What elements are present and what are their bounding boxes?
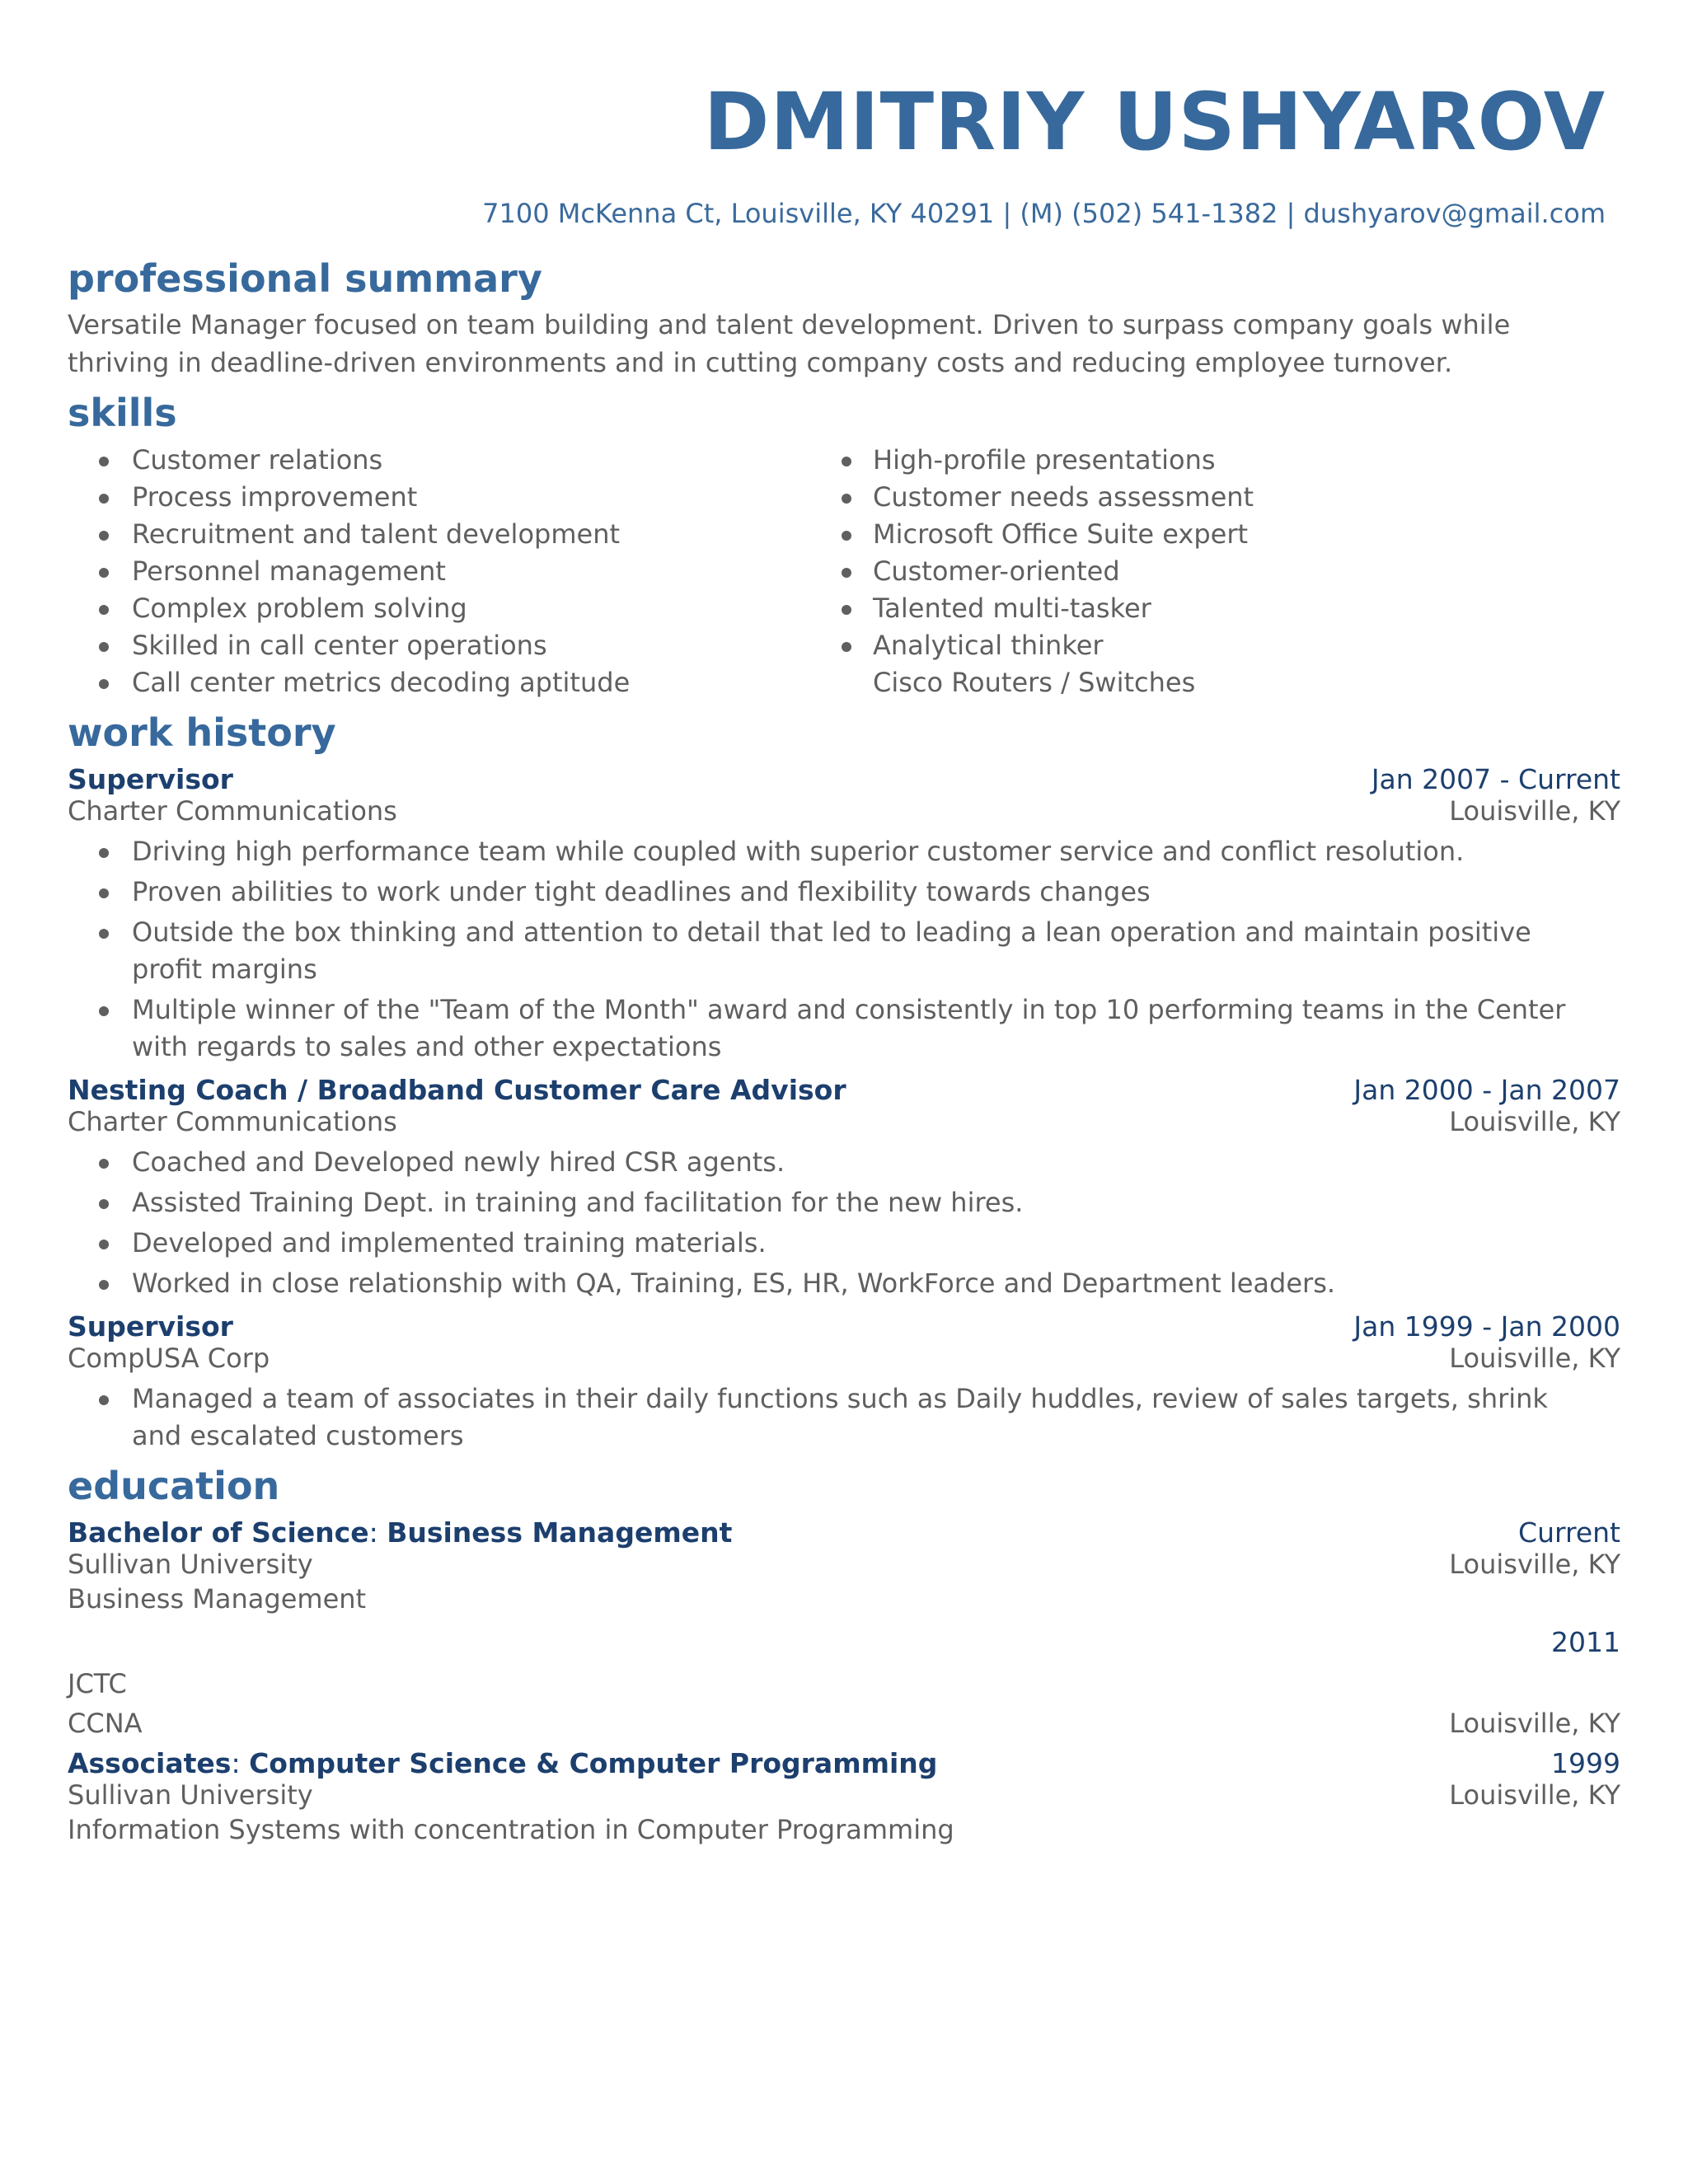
skill-item: Customer-oriented [838,553,1609,590]
bullet-icon [99,1199,109,1209]
skill-item: Analytical thinker [838,627,1609,664]
job-company: Charter Communications [68,1105,397,1137]
job-entry [68,763,1620,1066]
job-entry [68,1310,1620,1455]
skill-item: Complex problem solving [68,590,838,627]
job-location: Louisville, KY [1449,1105,1620,1137]
bullet-icon [842,494,851,504]
school-name: Sullivan University [68,1779,313,1811]
skill-item: Talented multi-tasker [838,590,1609,627]
school-name: JCTC [68,1667,127,1699]
bullet-icon [99,494,109,504]
skills-column-right [838,442,1609,701]
bullet-icon [842,531,851,541]
bullet-icon [99,1280,109,1290]
job-dates: Jan 1999 - Jan 2000 [1353,1310,1620,1343]
bullet-icon [99,531,109,541]
job-company: Charter Communications [68,794,397,827]
degree: Associates: Computer Science & Computer Programming [68,1746,938,1779]
candidate-name: DMITRIY USHYAROV [703,76,1606,168]
school-location: Louisville, KY [1449,1707,1620,1739]
job-bullet: Coached and Developed newly hired CSR agents. [68,1144,1620,1181]
skill-item: Skilled in call center operations [68,627,838,664]
job-bullet: Driving high performance team while coupled with superior customer service and conflict resolution. [68,833,1620,870]
bullet-icon [99,568,109,578]
bullet-icon [99,605,109,615]
degree: Bachelor of Science: Business Management [68,1516,733,1549]
job-title: Nesting Coach / Broadband Customer Care Advisor [68,1073,846,1106]
education-detail: Business Management [68,1582,367,1615]
education-date: 2011 [1551,1625,1620,1658]
skill-item: Customer relations [68,442,838,479]
education-entry [68,1626,1620,1739]
school-location: Louisville, KY [1449,1779,1620,1811]
bullet-icon [842,457,851,466]
bullet-icon [99,1159,109,1169]
education-entry [68,1516,1620,1618]
education-entry [68,1747,1620,1849]
skill-item: Microsoft Office Suite expert [838,516,1609,553]
education-date: 1999 [1551,1746,1620,1779]
job-bullet: Managed a team of associates in their daily functions such as Daily huddles, review of sales targets, shrink and escalated customers [68,1380,1620,1455]
skill-item: Recruitment and talent development [68,516,838,553]
job-company: CompUSA Corp [68,1342,270,1374]
section-title-education: education [68,1463,280,1508]
job-title: Supervisor [68,1310,233,1343]
resume-page [68,76,1620,1849]
skills-grid [68,442,1620,701]
bullet-icon [842,642,851,652]
job-entry [68,1074,1620,1302]
job-bullet: Outside the box thinking and attention to detail that led to leading a lean operation and maintain positive profit margins [68,914,1620,988]
skill-item: Process improvement [68,479,838,516]
bullet-icon [99,679,109,689]
bullet-icon [842,568,851,578]
job-title: Supervisor [68,762,233,795]
education-detail: Information Systems with concentration in Computer Programming [68,1813,954,1845]
job-bullet: Assisted Training Dept. in training and facilitation for the new hires. [68,1184,1620,1221]
bullet-icon [99,1006,109,1016]
bullet-icon [99,457,109,466]
job-bullet: Developed and implemented training materials. [68,1225,1620,1262]
skills-column-left [68,442,838,701]
bullet-icon [99,1395,109,1405]
skill-item: Call center metrics decoding aptitude [68,664,838,701]
summary-text: Versatile Manager focused on team building and talent development. Driven to surpass company goals while thriving in deadline-driven environments and in cutting company costs and reducing employee turnover. [68,308,1511,378]
job-dates: Jan 2007 - Current [1371,762,1620,795]
section-title-work-history: work history [68,710,336,755]
job-location: Louisville, KY [1449,1342,1620,1374]
school-name: Sullivan University [68,1548,313,1580]
job-bullet: Multiple winner of the "Team of the Month" award and consistently in top 10 performing teams in the Center with regards to sales and other expectations [68,991,1620,1066]
education-date: Current [1518,1516,1620,1549]
bullet-icon [842,605,851,615]
bullet-icon [99,888,109,898]
contact-info: 7100 McKenna Ct, Louisville, KY 40291 | (M) (502) 541-1382 | dushyarov@gmail.com [482,198,1606,229]
skill-item: High-profile presentations [838,442,1609,479]
job-bullet: Worked in close relationship with QA, Training, ES, HR, WorkForce and Department leaders. [68,1265,1620,1302]
section-title-skills: skills [68,390,177,435]
job-location: Louisville, KY [1449,794,1620,827]
job-bullet: Proven abilities to work under tight deadlines and flexibility towards changes [68,874,1620,911]
education-detail: CCNA [68,1707,143,1739]
bullet-icon [99,848,109,858]
bullet-icon [99,642,109,652]
skill-item: Cisco Routers / Switches [873,666,1196,698]
bullet-icon [99,1240,109,1249]
bullet-icon [99,929,109,939]
job-dates: Jan 2000 - Jan 2007 [1353,1073,1620,1106]
section-title-summary: professional summary [68,256,542,301]
skill-item: Customer needs assessment [838,479,1609,516]
school-location: Louisville, KY [1449,1548,1620,1580]
skill-item: Personnel management [68,553,838,590]
